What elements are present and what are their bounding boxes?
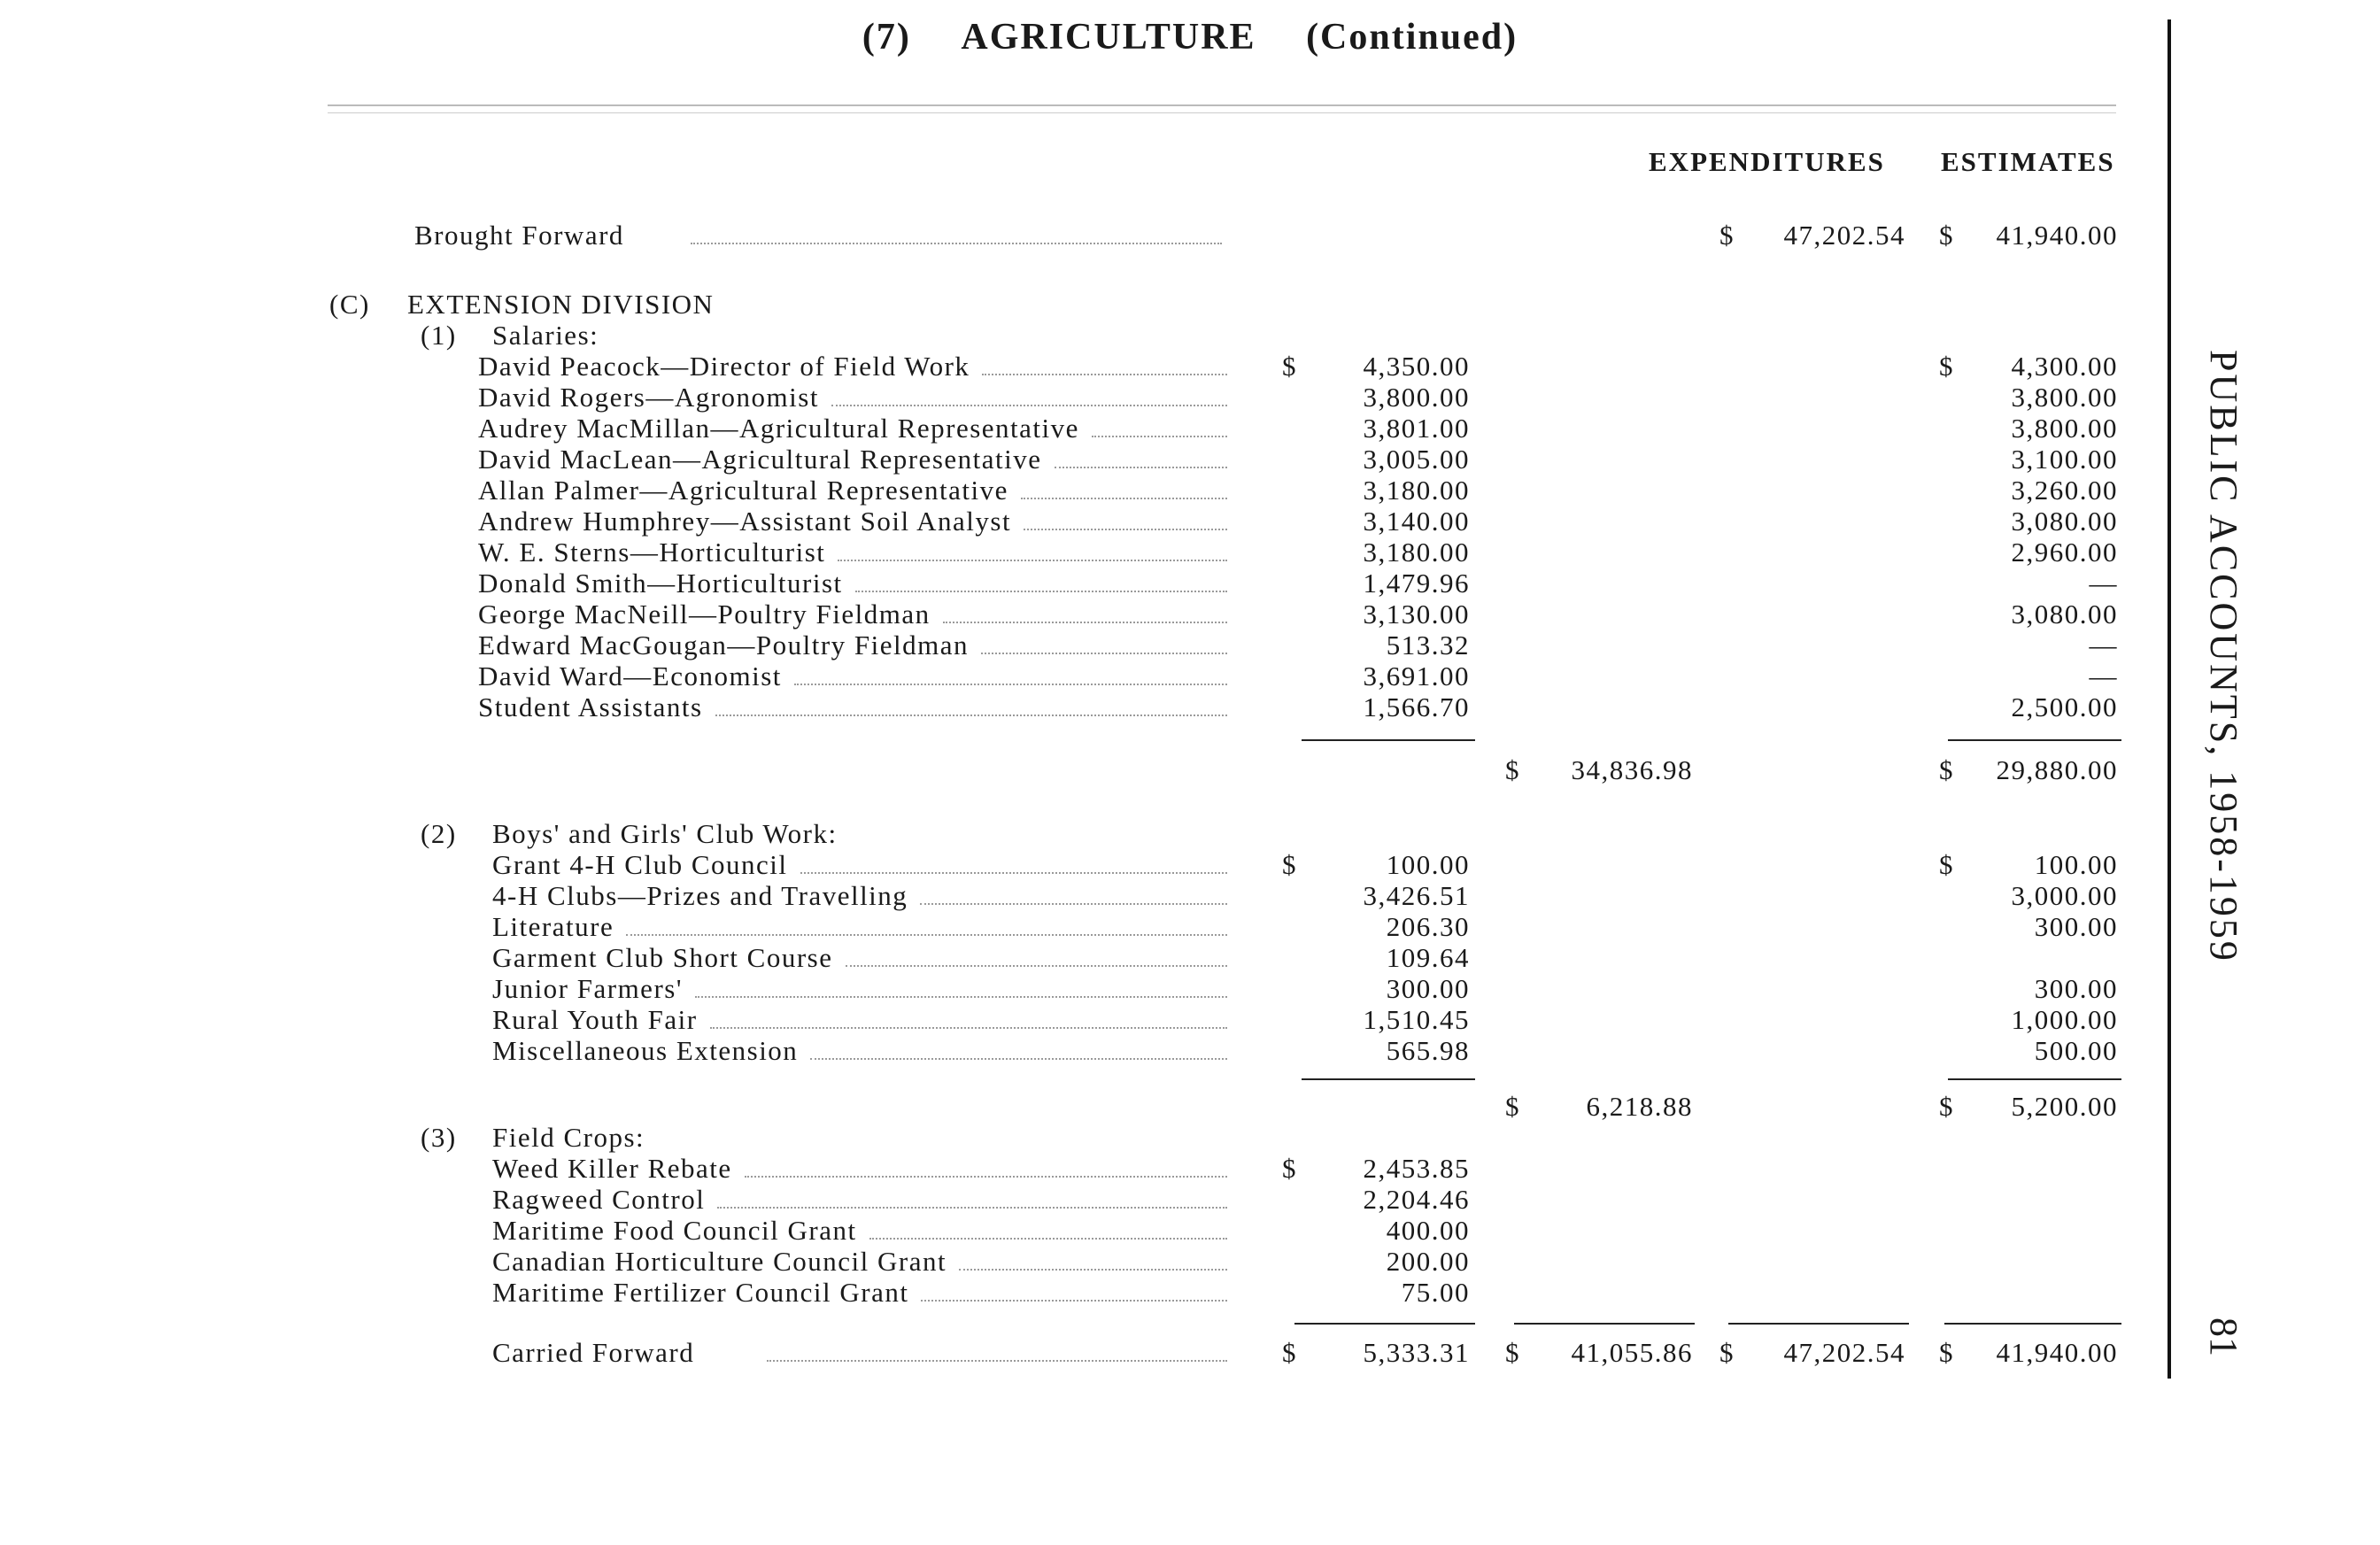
line-item-estimate: 500.00: [2034, 1035, 2118, 1066]
club-work-total-row: [0, 1091, 2380, 1122]
division-marker: (C): [329, 289, 370, 320]
subtotal-rule: [1948, 1078, 2121, 1080]
line-item-estimate: 3,100.00: [2011, 444, 2118, 475]
line-item-estimate: 3,080.00: [2011, 599, 2118, 630]
line-item-row: [0, 1215, 2380, 1246]
page-number: 81: [2202, 1317, 2245, 1356]
line-item-amount: 2,204.46: [1363, 1184, 1470, 1215]
leader-dots: [626, 932, 1227, 936]
line-item-row: [0, 1184, 2380, 1215]
expenditures-header: EXPENDITURES: [1649, 146, 1885, 177]
salaries-title: Salaries:: [492, 320, 599, 351]
total-rule: [1514, 1323, 1695, 1325]
currency-sign: $: [1939, 849, 1954, 880]
header-rule: [328, 104, 2116, 106]
currency-sign: $: [1282, 351, 1297, 382]
leader-dots: [846, 963, 1227, 967]
carried-forward-row: [0, 1337, 2380, 1368]
line-item-label: David Peacock—Director of Field Work: [478, 351, 970, 382]
leader-dots: [794, 682, 1227, 685]
club-work-title: Boys' and Girls' Club Work:: [492, 818, 838, 849]
line-item-amount: 3,426.51: [1363, 880, 1470, 911]
line-item-row: [0, 911, 2380, 942]
division-heading: [0, 289, 2380, 320]
line-item-label: Rural Youth Fair: [492, 1004, 698, 1035]
line-item-row: [0, 382, 2380, 413]
line-item-estimate: 300.00: [2034, 911, 2118, 942]
club-work-heading: [0, 818, 2380, 849]
section-number: (7): [862, 17, 911, 58]
currency-sign: $: [1939, 351, 1954, 382]
line-item-estimate: 300.00: [2034, 973, 2118, 1004]
line-item-row: [0, 444, 2380, 475]
line-item-label: Grant 4-H Club Council: [492, 849, 788, 880]
line-item-estimate: —: [2089, 630, 2118, 660]
leader-dots: [745, 1174, 1227, 1178]
line-item-label: David Rogers—Agronomist: [478, 382, 819, 413]
carried-forward-division-total: 41,055.86: [1571, 1337, 1693, 1368]
carried-forward-estimates: 41,940.00: [1996, 1337, 2118, 1368]
line-item-row: [0, 1246, 2380, 1277]
line-item-label: Canadian Horticulture Council Grant: [492, 1246, 947, 1277]
field-crops-marker: (3): [421, 1122, 457, 1153]
line-item-label: George MacNeill—Poultry Fieldman: [478, 599, 931, 630]
subtotal-rule: [1302, 1078, 1475, 1080]
line-item-row: [0, 630, 2380, 660]
leader-dots: [981, 651, 1227, 654]
line-item-row: [0, 351, 2380, 382]
margin-rule: [2168, 19, 2171, 1379]
salaries-heading: [0, 320, 2380, 351]
line-item-row: [0, 1153, 2380, 1184]
line-item-label: Andrew Humphrey—Assistant Soil Analyst: [478, 506, 1012, 537]
club-work-total-expenditure: 6,218.88: [1586, 1091, 1693, 1122]
leader-dots: [959, 1267, 1227, 1271]
total-rule: [1728, 1323, 1909, 1325]
line-item-label: Literature: [492, 911, 614, 942]
salaries-total-row: [0, 754, 2380, 785]
carried-forward-label: Carried Forward: [492, 1337, 695, 1368]
line-item-amount: 1,479.96: [1363, 568, 1470, 599]
line-item-label: Allan Palmer—Agricultural Representative: [478, 475, 1008, 506]
leader-dots: [943, 620, 1227, 623]
carried-forward-expenditures: 47,202.54: [1783, 1337, 1905, 1368]
line-item-row: [0, 973, 2380, 1004]
line-item-amount: 513.32: [1386, 630, 1470, 660]
currency-sign: $: [1505, 1337, 1520, 1368]
line-item-row: [0, 506, 2380, 537]
line-item-amount: 565.98: [1386, 1035, 1470, 1066]
leader-dots: [920, 901, 1227, 905]
line-item-amount: 400.00: [1386, 1215, 1470, 1246]
line-item-label: W. E. Sterns—Horticulturist: [478, 537, 826, 568]
line-item-estimate: 3,800.00: [2011, 413, 2118, 444]
currency-sign: $: [1282, 849, 1297, 880]
line-item-amount: 3,801.00: [1363, 413, 1470, 444]
line-item-label: Weed Killer Rebate: [492, 1153, 732, 1184]
brought-forward-expenditures: 47,202.54: [1783, 220, 1905, 251]
leader-dots: [1055, 465, 1227, 468]
currency-sign: $: [1939, 754, 1954, 785]
line-item-label: Ragweed Control: [492, 1184, 706, 1215]
salaries-total-expenditure: 34,836.98: [1571, 754, 1693, 785]
total-rule: [1294, 1323, 1475, 1325]
leader-dots: [810, 1056, 1227, 1060]
running-title: PUBLIC ACCOUNTS, 1958-1959: [2202, 350, 2245, 963]
line-item-row: [0, 1035, 2380, 1066]
leader-dots: [921, 1298, 1227, 1302]
brought-forward-row: [0, 220, 2380, 251]
line-item-row: [0, 568, 2380, 599]
line-item-row: [0, 1004, 2380, 1035]
line-item-amount: 3,691.00: [1363, 660, 1470, 691]
brought-forward-label: Brought Forward: [414, 220, 624, 251]
header-rule-secondary: [328, 112, 2116, 113]
leader-dots: [982, 372, 1227, 375]
line-item-estimate: 100.00: [2034, 849, 2118, 880]
salaries-total-estimate: 29,880.00: [1996, 754, 2118, 785]
leader-dots: [800, 870, 1227, 874]
field-crops-heading: [0, 1122, 2380, 1153]
carried-forward-subtotal: 5,333.31: [1363, 1337, 1470, 1368]
line-item-amount: 1,510.45: [1363, 1004, 1470, 1035]
line-item-estimate: 2,500.00: [2011, 691, 2118, 722]
division-title: EXTENSION DIVISION: [407, 289, 715, 320]
line-item-estimate: 3,080.00: [2011, 506, 2118, 537]
line-item-amount: 1,566.70: [1363, 691, 1470, 722]
line-item-amount: 4,350.00: [1363, 351, 1470, 382]
line-item-row: [0, 942, 2380, 973]
currency-sign: $: [1505, 1091, 1520, 1122]
leader-dots: [691, 241, 1222, 244]
continued-label: (Continued): [1306, 17, 1518, 58]
line-item-row: [0, 880, 2380, 911]
line-item-label: David MacLean—Agricultural Representative: [478, 444, 1042, 475]
line-item-label: Miscellaneous Extension: [492, 1035, 799, 1066]
leader-dots: [1024, 527, 1227, 530]
line-item-label: Student Assistants: [478, 691, 703, 722]
subtotal-rule: [1948, 739, 2121, 741]
line-item-amount: 3,180.00: [1363, 537, 1470, 568]
club-work-total-estimate: 5,200.00: [2011, 1091, 2118, 1122]
line-item-row: [0, 691, 2380, 722]
estimates-header: ESTIMATES: [1941, 146, 2115, 177]
leader-dots: [710, 1025, 1227, 1029]
line-item-amount: 2,453.85: [1363, 1153, 1470, 1184]
line-item-row: [0, 660, 2380, 691]
currency-sign: $: [1505, 754, 1520, 785]
line-item-amount: 3,005.00: [1363, 444, 1470, 475]
currency-sign: $: [1282, 1153, 1297, 1184]
line-item-label: Garment Club Short Course: [492, 942, 833, 973]
currency-sign: $: [1282, 1337, 1297, 1368]
line-item-label: Donald Smith—Horticulturist: [478, 568, 843, 599]
line-item-label: David Ward—Economist: [478, 660, 782, 691]
line-item-label: Audrey MacMillan—Agricultural Representative: [478, 413, 1079, 444]
leader-dots: [1021, 496, 1227, 499]
currency-sign: $: [1719, 1337, 1735, 1368]
leader-dots: [717, 1205, 1227, 1209]
line-item-amount: 206.30: [1386, 911, 1470, 942]
leader-dots: [855, 589, 1227, 592]
club-work-marker: (2): [421, 818, 457, 849]
leader-dots: [715, 713, 1227, 716]
line-item-amount: 200.00: [1386, 1246, 1470, 1277]
leader-dots: [695, 994, 1227, 998]
line-item-label: Maritime Fertilizer Council Grant: [492, 1277, 909, 1308]
line-item-label: Edward MacGougan—Poultry Fieldman: [478, 630, 970, 660]
line-item-row: [0, 413, 2380, 444]
currency-sign: $: [1939, 1337, 1954, 1368]
brought-forward-estimates: 41,940.00: [1996, 220, 2118, 251]
line-item-label: Maritime Food Council Grant: [492, 1215, 857, 1246]
currency-sign: $: [1939, 1091, 1954, 1122]
field-crops-title: Field Crops:: [492, 1122, 645, 1153]
leader-dots: [831, 403, 1227, 406]
page-title: [0, 16, 2380, 58]
line-item-row: [0, 849, 2380, 880]
leader-dots: [838, 558, 1227, 561]
line-item-row: [0, 475, 2380, 506]
line-item-estimate: 3,260.00: [2011, 475, 2118, 506]
line-item-estimate: 3,800.00: [2011, 382, 2118, 413]
line-item-estimate: 3,000.00: [2011, 880, 2118, 911]
subtotal-rule: [1302, 739, 1475, 741]
line-item-estimate: 1,000.00: [2011, 1004, 2118, 1035]
line-item-amount: 109.64: [1386, 942, 1470, 973]
line-item-estimate: 4,300.00: [2011, 351, 2118, 382]
line-item-amount: 100.00: [1386, 849, 1470, 880]
leader-dots: [767, 1358, 1227, 1362]
line-item-row: [0, 537, 2380, 568]
section-title: AGRICULTURE: [961, 17, 1256, 58]
line-item-amount: 300.00: [1386, 973, 1470, 1004]
currency-sign: $: [1719, 220, 1735, 251]
currency-sign: $: [1939, 220, 1954, 251]
leader-dots: [1092, 434, 1227, 437]
leader-dots: [869, 1236, 1227, 1240]
salaries-marker: (1): [421, 320, 457, 351]
line-item-amount: 3,130.00: [1363, 599, 1470, 630]
line-item-estimate: 2,960.00: [2011, 537, 2118, 568]
line-item-label: 4-H Clubs—Prizes and Travelling: [492, 880, 908, 911]
line-item-amount: 3,180.00: [1363, 475, 1470, 506]
line-item-estimate: —: [2089, 568, 2118, 599]
total-rule: [1944, 1323, 2121, 1325]
line-item-row: [0, 599, 2380, 630]
line-item-row: [0, 1277, 2380, 1308]
line-item-estimate: —: [2089, 660, 2118, 691]
line-item-amount: 75.00: [1401, 1277, 1470, 1308]
line-item-amount: 3,800.00: [1363, 382, 1470, 413]
line-item-amount: 3,140.00: [1363, 506, 1470, 537]
line-item-label: Junior Farmers': [492, 973, 683, 1004]
